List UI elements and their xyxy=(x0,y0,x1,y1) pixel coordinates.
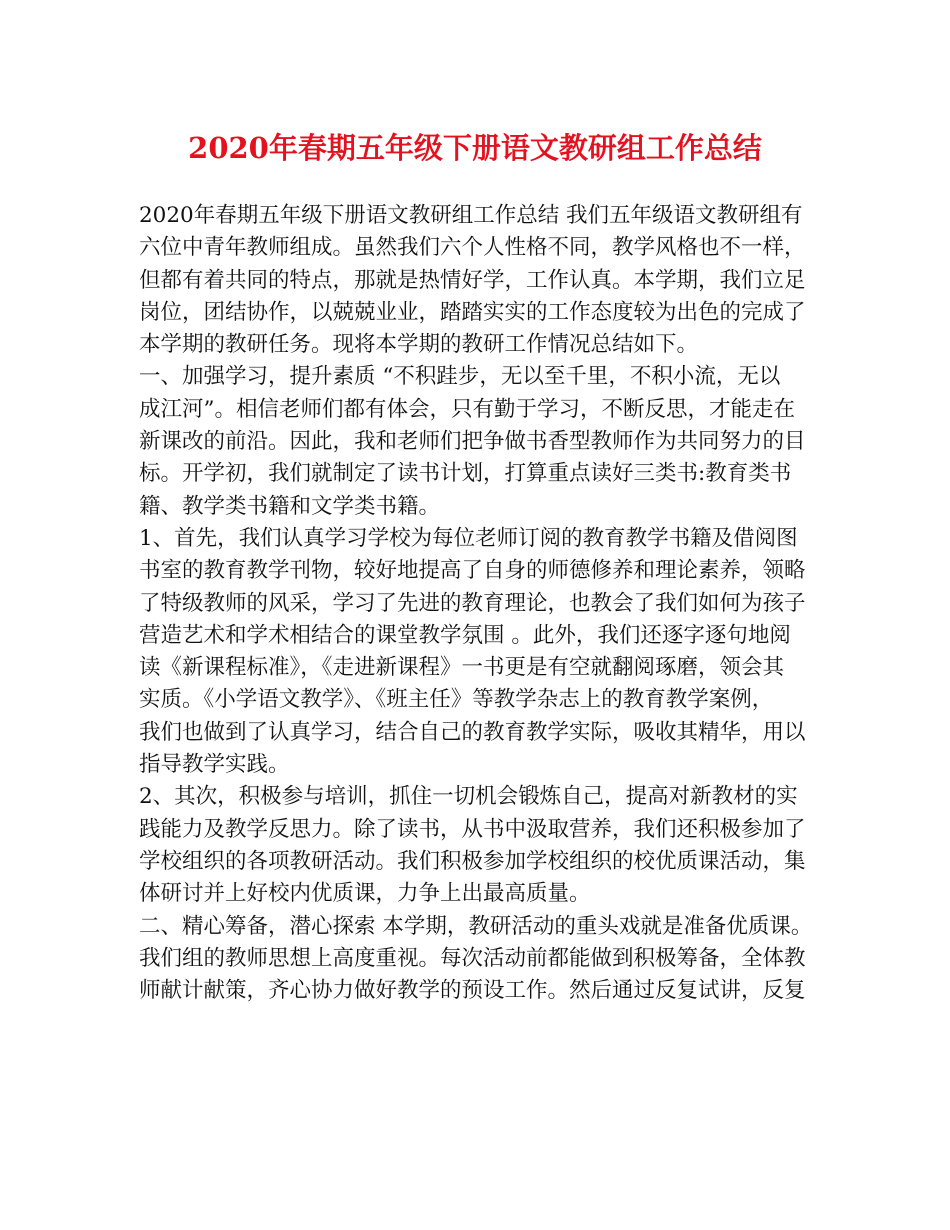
body-line: 读《新课程标准》，《走进新课程》一书更是有空就翻阅琢磨，领会其 xyxy=(139,655,785,681)
body-line: 2020年春期五年级下册语文教研组工作总结 我们五年级语文教研组有 xyxy=(139,203,803,228)
body-line: 标。开学初，我们就制定了读书计划，打算重点读好三类书:教育类书 xyxy=(139,461,792,487)
body-line: 新课改的前沿。因此，我和老师们把争做书香型教师作为共同努力的目 xyxy=(139,429,806,455)
body-line: 指导教学实践。 xyxy=(139,752,290,778)
body-line: 本学期的教研任务。现将本学期的教研工作情况总结如下。 xyxy=(139,332,699,358)
body-line: 了特级教师的风采，学习了先进的教育理论，也教会了我们如何为孩子 xyxy=(139,590,806,616)
body-line: 实质。《小学语文教学》、《班主任》等教学杂志上的教育教学案例， xyxy=(139,687,774,713)
document-title: 2020年春期五年级下册语文教研组工作总结 xyxy=(188,131,762,165)
body-line: 学校组织的各项教研活动。我们积极参加学校组织的校优质课活动，集 xyxy=(139,848,806,874)
body-line: 师献计献策，齐心协力做好教学的预设工作。然后通过反复试讲，反复 xyxy=(139,978,806,1004)
body-line: 籍、教学类书籍和文学类书籍。 xyxy=(139,493,441,519)
body-line: 营造艺术和学术相结合的课堂教学氛围 。此外，我们还逐字逐句地阅 xyxy=(139,622,791,648)
body-line: 成江河”。相信老师们都有体会，只有勤于学习，不断反思，才能走在 xyxy=(139,396,795,422)
body-line: 体研讨并上好校内优质课，力争上出最高质量。 xyxy=(139,881,591,907)
body-line: 我们组的教师思想上高度重视。每次活动前都能做到积极筹备，全体教 xyxy=(139,945,806,971)
body-line: 书室的教育教学刊物，较好地提高了自身的师德修养和理论素养，领略 xyxy=(139,558,806,584)
body-line: 但都有着共同的特点，那就是热情好学，工作认真。本学期，我们立足 xyxy=(139,267,806,293)
body-line: 岗位，团结协作，以兢兢业业，踏踏实实的工作态度较为出色的完成了 xyxy=(139,299,806,325)
body-line: 二、精心筹备，潜心探索 本学期，教研活动的重头戏就是准备优质课。 xyxy=(139,913,813,939)
body-line: 践能力及教学反思力。除了读书，从书中汲取营养，我们还积极参加了 xyxy=(139,816,806,842)
body-line: 我们也做到了认真学习，结合自己的教育教学实际，吸收其精华，用以 xyxy=(139,719,806,745)
body-line: 六位中青年教师组成。虽然我们六个人性格不同，教学风格也不一样， xyxy=(139,235,806,261)
body-line: 2、其次，积极参与培训，抓住一切机会锻炼自己，提高对新教材的实 xyxy=(139,784,798,810)
document-body xyxy=(139,200,829,1007)
body-line: 一、加强学习，提升素质 “不积跬步，无以至千里，不积小流，无以 xyxy=(139,364,781,390)
body-line: 1、首先，我们认真学习学校为每位老师订阅的教育教学书籍及借阅图 xyxy=(139,525,798,551)
